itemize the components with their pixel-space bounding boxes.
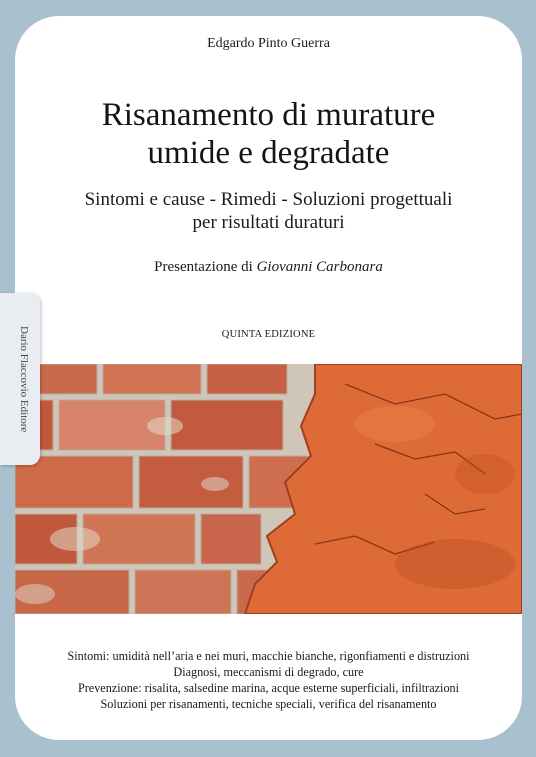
book-title	[15, 96, 522, 172]
book-cover	[15, 16, 522, 740]
topics-list	[15, 648, 522, 712]
topic-line-3: Prevenzione: risalita, salsedine marina, acque esterne superficiali, infiltrazioni	[77, 681, 460, 695]
topic-line-2: Diagnosi, meccanismi di degrado, cure	[173, 665, 364, 679]
author-name: Edgardo Pinto Guerra	[207, 36, 330, 51]
topic-line-4: Soluzioni per risanamenti, tecniche speciali, verifica del risanamento	[100, 697, 437, 711]
brick-wall-image	[15, 364, 522, 614]
presentation-credit	[15, 259, 522, 276]
publisher-name: Dario Flaccovio Editore	[18, 325, 30, 433]
brick-wall-illustration	[15, 364, 522, 614]
topic-line-1: Sintomi: umidità nell’aria e nei muri, macchie bianche, rigonfiamenti e distruzioni	[67, 649, 470, 663]
subtitle-line-1: Sintomi e cause - Rimedi - Soluzioni progettuali	[84, 189, 453, 210]
edition-label: QUINTA EDIZIONE	[221, 329, 316, 340]
title-line-1: Risanamento di murature	[101, 97, 436, 133]
book-subtitle	[15, 188, 522, 234]
publisher-tab	[0, 293, 40, 465]
presenter-name: Giovanni Carbonara	[256, 259, 383, 275]
subtitle-line-2: per risultati duraturi	[192, 212, 345, 233]
presentation-label: Presentazione di	[154, 259, 253, 275]
title-line-2: umide e degradate	[147, 135, 390, 171]
